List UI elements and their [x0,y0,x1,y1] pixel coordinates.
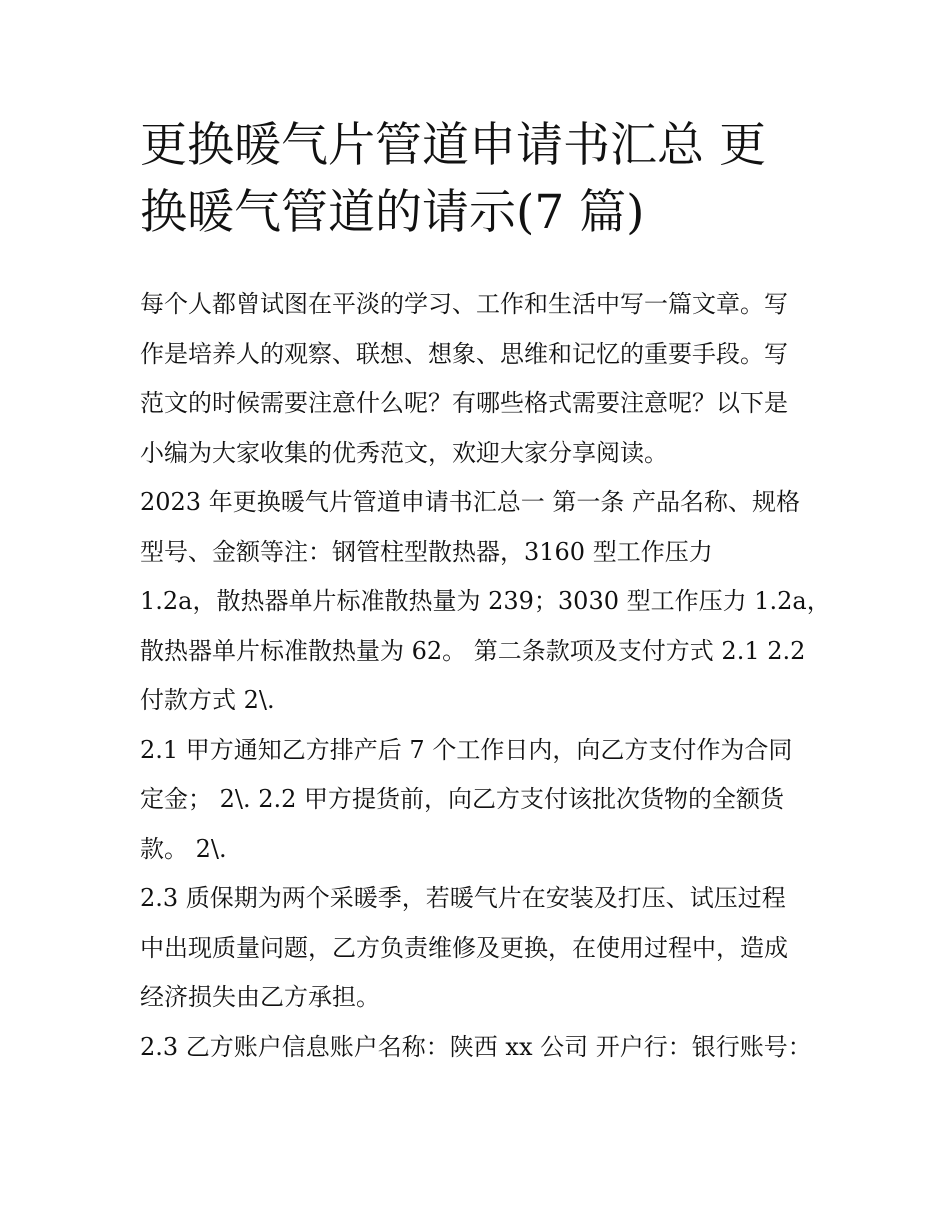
text-line: 2.3 质保期为两个采暖季，若暖气片在安装及打压、试压过程 [140,884,786,912]
text-line: 每个人都曾试图在平淡的学习、工作和生活中写一篇文章。写 [140,290,788,318]
text-line: 小编为大家收集的优秀范文，欢迎大家分享阅读。 [140,438,668,467]
document-title [140,112,820,246]
text-line: 付款方式 2\. [140,686,275,714]
text-line: 经济损失由乙方承担。 [140,983,380,1011]
intro-paragraph [140,280,820,478]
document-body [140,280,831,1072]
text-line: 范文的时候需要注意什么呢？有哪些格式需要注意呢？以下是 [140,389,788,417]
payment-paragraph [140,726,820,875]
text-line: 作是培养人的观察、联想、想象、思维和记忆的重要手段。写 [140,339,788,368]
text-line: 中出现质量问题，乙方负责维修及更换，在使用过程中，造成 [140,933,788,962]
account-paragraph [140,1023,820,1073]
title-line: 换暖气管道的请示(7 篇) [140,185,645,240]
text-line: 2.1 甲方通知乙方排产后 7 个工作日内，向乙方支付作为合同 [140,735,793,764]
text-line: 款。 2\. [140,834,227,863]
text-line: 2.3 乙方账户信息账户名称：陕西 xx 公司 开户行：银行账号： [140,1032,812,1061]
text-line: 型号、金额等注：钢管柱型散热器，3160 型工作压力 [140,537,713,566]
text-line: 1.2a，散热器单片标准散热量为 239；3030 型工作压力 1.2a， [140,587,831,615]
text-line: 2023 年更换暖气片管道申请书汇总一 第一条 产品名称、规格 [140,488,800,516]
product-paragraph [140,478,831,726]
warranty-paragraph [140,874,820,1023]
text-line: 散热器单片标准散热量为 62。 第二条款项及支付方式 2.1 2.2 [140,636,806,665]
text-line: 定金； 2\. 2.2 甲方提货前，向乙方支付该批次货物的全额货 [140,785,785,813]
title-line: 更换暖气片管道申请书汇总 更 [140,118,766,173]
